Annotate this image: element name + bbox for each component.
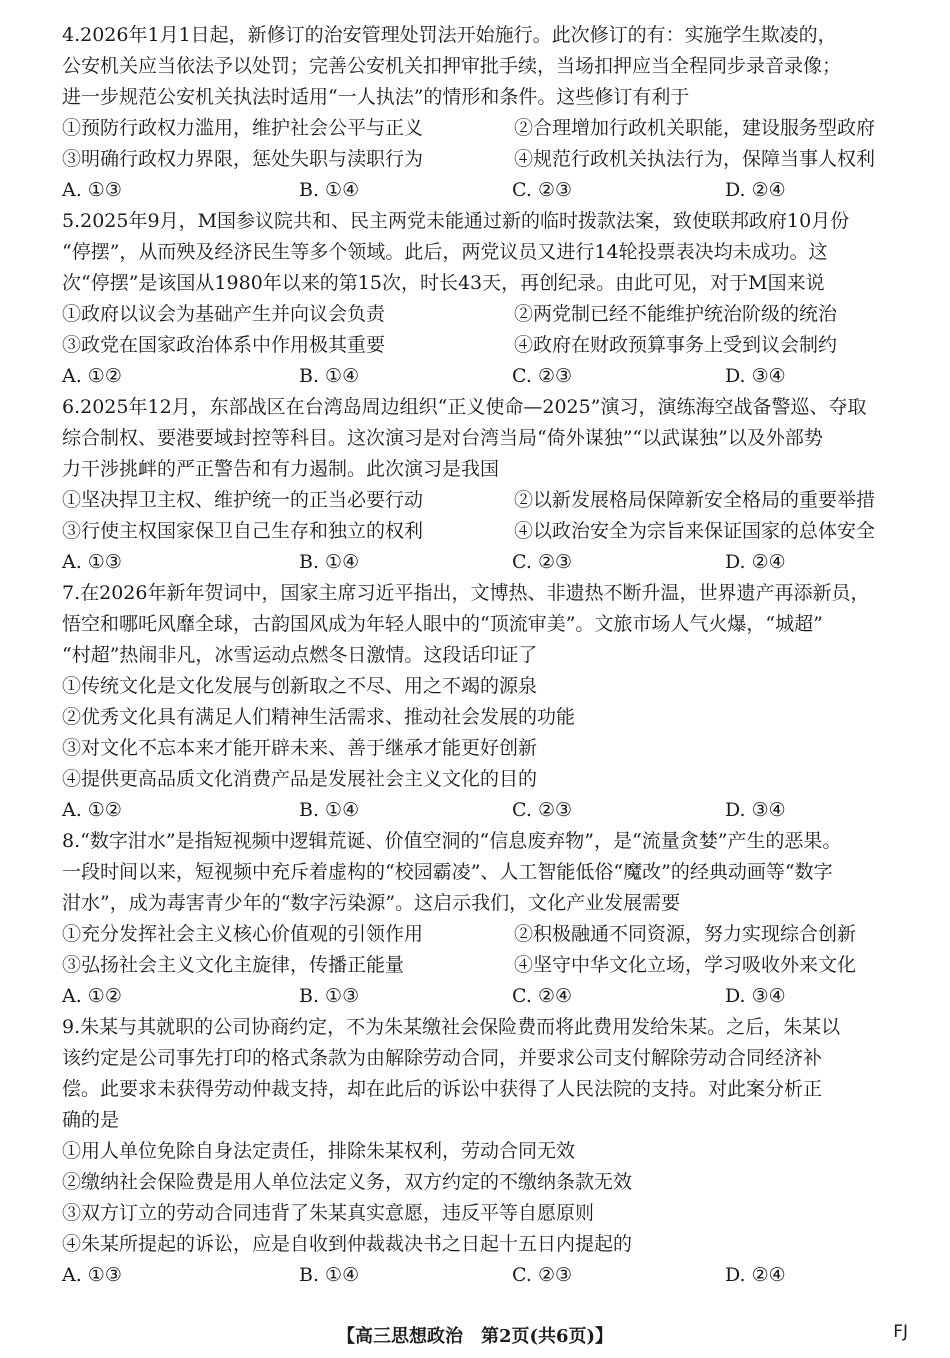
option-text: ②积极融通不同资源，努力实现综合创新 — [514, 923, 857, 945]
option-text: ②以新发展格局保障新安全格局的重要举措 — [514, 489, 876, 511]
answer-choice-a: A. ①② — [62, 799, 122, 821]
option-text: ③行使主权国家保卫自己生存和独立的权利 — [62, 520, 424, 542]
answer-choice-c: C. ②④ — [512, 985, 573, 1007]
answer-choices — [62, 175, 912, 206]
option-text: ①政府以议会为基础产生并向议会负责 — [62, 303, 386, 325]
question-block — [62, 392, 912, 578]
option-text: ④提供更高品质文化消费产品是发展社会主义文化的目的 — [62, 768, 538, 790]
question-block — [62, 1012, 912, 1291]
option-text: ③政党在国家政治体系中作用极其重要 — [62, 334, 386, 356]
answer-choice-b: B. ①④ — [299, 1264, 360, 1286]
answer-choice-c: C. ②③ — [512, 179, 573, 201]
option-text: ④政府在财政预算事务上受到议会制约 — [514, 334, 838, 356]
answer-choice-b: B. ①④ — [299, 799, 360, 821]
answer-choice-a: A. ①③ — [62, 179, 122, 201]
question-stem-line: 6.2025年12月，东部战区在台湾岛周边组织“正义使命—2025”演习，演练海空战备警巡、夺取 — [62, 396, 867, 418]
option-text: ④规范行政机关执法行为，保障当事人权利 — [514, 148, 876, 170]
question-stem-line: 该约定是公司事先打印的格式条款为由解除劳动合同，并要求公司支付解除劳动合同经济补 — [62, 1047, 823, 1069]
question-stem-line: 偿。此要求未获得劳动仲裁支持，却在此后的诉讼中获得了人民法院的支持。对此案分析正 — [62, 1078, 823, 1100]
answer-choice-a: A. ①③ — [62, 1264, 122, 1286]
question-block — [62, 206, 912, 392]
option-text: ①预防行政权力滥用，维护社会公平与正义 — [62, 117, 424, 139]
option-row — [62, 113, 912, 144]
question-stem-line: 4.2026年1月1日起，新修订的治安管理处罚法开始施行。此次修订的有：实施学生欺凌的， — [62, 24, 837, 46]
footer-page-label: 【高三思想政治 第2页(共6页)】 — [336, 1326, 614, 1347]
option-text: ③明确行政权力界限，惩处失职与渎职行为 — [62, 148, 424, 170]
option-text: ③对文化不忘本来才能开辟未来、善于继承才能更好创新 — [62, 737, 538, 759]
answer-choice-c: C. ②③ — [512, 551, 573, 573]
question-stem-line: 次“停摆”是该国从1980年以来的第15次，时长43天，再创纪录。由此可见，对于M国来说 — [62, 272, 825, 294]
question-stem-line: 一段时间以来，短视频中充斥着虚构的“校园霸凌”、人工智能低俗“魔改”的经典动画等“数字 — [62, 861, 833, 883]
answer-choice-a: A. ①② — [62, 985, 122, 1007]
answer-choices — [62, 981, 912, 1012]
answer-choices — [62, 1260, 912, 1291]
question-stem-line: 进一步规范公安机关执法时适用“一人执法”的情形和条件。这些修订有利于 — [62, 86, 690, 108]
answer-choice-b: B. ①④ — [299, 365, 360, 387]
option-row — [62, 950, 912, 981]
option-row — [62, 330, 912, 361]
option-text: ③双方订立的劳动合同违背了朱某真实意愿，违反平等自愿原则 — [62, 1202, 595, 1224]
option-row — [62, 919, 912, 950]
question-stem-line: 确的是 — [62, 1109, 120, 1131]
answer-choice-c: C. ②③ — [512, 1264, 573, 1286]
option-row — [62, 516, 912, 547]
answer-choice-b: B. ①③ — [299, 985, 360, 1007]
question-stem-line: 综合制权、要港要域封控等科目。这次演习是对台湾当局“倚外谋独”“以武谋独”以及外部势 — [62, 427, 823, 449]
answer-choice-b: B. ①④ — [299, 179, 360, 201]
answer-choice-b: B. ①④ — [299, 551, 360, 573]
answer-choice-a: A. ①② — [62, 365, 122, 387]
answer-choice-a: A. ①③ — [62, 551, 122, 573]
answer-choice-d: D. ③④ — [725, 985, 786, 1007]
option-text: ②合理增加行政机关职能，建设服务型政府 — [514, 117, 876, 139]
question-stem-line: 悟空和哪吒风靡全球，古韵国风成为年轻人眼中的“顶流审美”。文旅市场人气火爆，“城超” — [62, 613, 823, 635]
question-stem-line: 9.朱某与其就职的公司协商约定，不为朱某缴社会保险费而将此费用发给朱某。之后，朱某以 — [62, 1016, 841, 1038]
question-stem-line: “停摆”，从而殃及经济民生等多个领域。此后，两党议员又进行14轮投票表决均未成功。这 — [62, 241, 828, 263]
exam-page — [62, 20, 912, 1291]
answer-choice-c: C. ②③ — [512, 365, 573, 387]
page-footer — [0, 1322, 950, 1352]
question-stem-line: 泔水”，成为毒害青少年的“数字污染源”。这启示我们，文化产业发展需要 — [62, 892, 681, 914]
question-block — [62, 578, 912, 826]
question-stem-line: 公安机关应当依法予以处罚；完善公安机关扣押审批手续，当场扣押应当全程同步录音录像； — [62, 55, 842, 77]
question-stem-line: 力干涉挑衅的严正警告和有力遏制。此次演习是我国 — [62, 458, 500, 480]
option-row — [62, 299, 912, 330]
answer-choice-c: C. ②③ — [512, 799, 573, 821]
question-block — [62, 826, 912, 1012]
question-block — [62, 20, 912, 206]
question-stem-line: “村超”热闹非凡，冰雪运动点燃冬日激情。这段话印证了 — [62, 644, 538, 666]
answer-choice-d: D. ②④ — [725, 551, 786, 573]
answer-choices — [62, 547, 912, 578]
option-text: ①坚决捍卫主权、维护统一的正当必要行动 — [62, 489, 424, 511]
question-stem-line: 5.2025年9月，M国参议院共和、民主两党未能通过新的临时拨款法案，致使联邦政府10月份 — [62, 210, 850, 232]
option-text: ①传统文化是文化发展与创新取之不尽、用之不竭的源泉 — [62, 675, 538, 697]
question-stem-line: 7.在2026年新年贺词中，国家主席习近平指出，文博热、非遗热不断升温，世界遗产再添新员， — [62, 582, 870, 604]
option-text: ③弘扬社会主义文化主旋律，传播正能量 — [62, 954, 405, 976]
option-text: ①充分发挥社会主义核心价值观的引领作用 — [62, 923, 424, 945]
option-text: ④朱某所提起的诉讼，应是自收到仲裁裁决书之日起十五日内提起的 — [62, 1233, 633, 1255]
answer-choices — [62, 361, 912, 392]
option-text: ②两党制已经不能维护统治阶级的统治 — [514, 303, 838, 325]
option-row — [62, 485, 912, 516]
option-text: ②优秀文化具有满足人们精神生活需求、推动社会发展的功能 — [62, 706, 576, 728]
answer-choice-d: D. ②④ — [725, 179, 786, 201]
option-text: ①用人单位免除自身法定责任，排除朱某权利，劳动合同无效 — [62, 1140, 576, 1162]
option-text: ④坚守中华文化立场，学习吸收外来文化 — [514, 954, 857, 976]
footer-code: FJ — [893, 1322, 908, 1342]
answer-choice-d: D. ③④ — [725, 799, 786, 821]
option-row — [62, 144, 912, 175]
answer-choices — [62, 795, 912, 826]
option-text: ②缴纳社会保险费是用人单位法定义务，双方约定的不缴纳条款无效 — [62, 1171, 633, 1193]
question-stem-line: 8.“数字泔水”是指短视频中逻辑荒诞、价值空洞的“信息废弃物”，是“流量贪婪”产生的恶果。 — [62, 830, 842, 852]
option-text: ④以政治安全为宗旨来保证国家的总体安全 — [514, 520, 876, 542]
answer-choice-d: D. ③④ — [725, 365, 786, 387]
answer-choice-d: D. ②④ — [725, 1264, 786, 1286]
